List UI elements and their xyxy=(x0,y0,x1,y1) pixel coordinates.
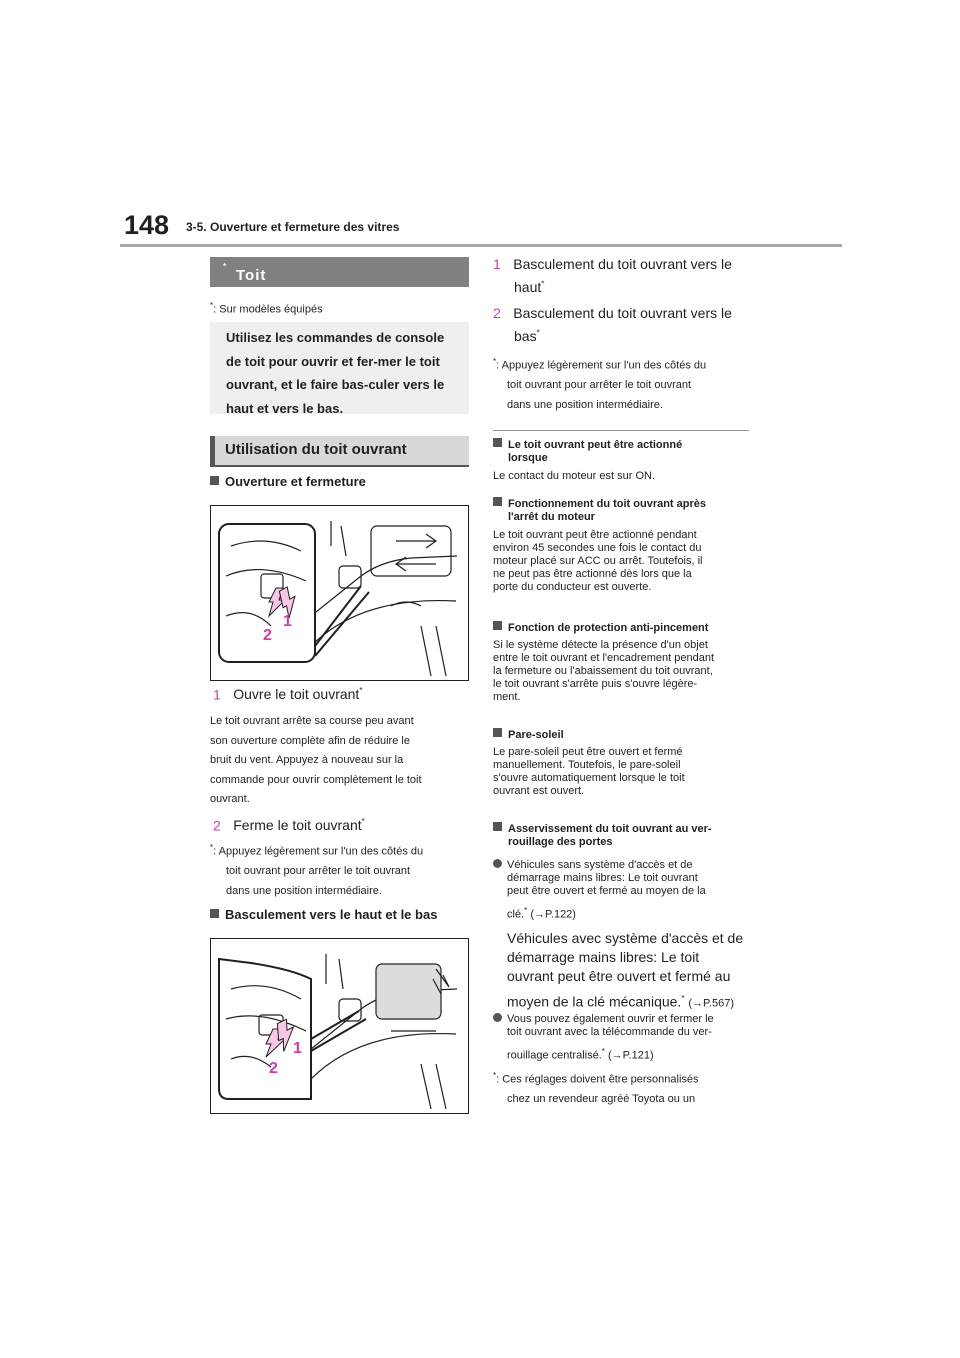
body-line: porte du conducteur est ouverte. xyxy=(493,581,652,593)
right-step-1-star: * xyxy=(541,279,545,289)
bullet-line: Véhicules sans système d'accès et de xyxy=(507,859,693,871)
bullet-line: Véhicules avec système d'accès et de xyxy=(507,930,744,946)
final-note xyxy=(493,1066,755,1110)
footnote-star: * xyxy=(210,301,214,310)
subheading-text: Ouverture et fermeture xyxy=(225,474,366,489)
page-number: 148 xyxy=(124,210,170,240)
step-2-text: Ferme le toit ouvrant xyxy=(233,817,362,834)
right-step-2-text-2: bas xyxy=(514,328,537,344)
subheading-text: Basculement vers le haut et le bas xyxy=(225,907,438,922)
bullet-remote xyxy=(493,1013,751,1063)
header-rule xyxy=(120,244,842,247)
bullet-line: démarrage mains libres: Le toit ouvrant xyxy=(507,872,698,884)
note-line: toit ouvrant pour arrêter le toit ouvrant xyxy=(507,379,692,392)
right-section-3 xyxy=(493,621,751,704)
bullet-mechanical-key xyxy=(507,929,757,1014)
section-heading: l'arrêt du moteur xyxy=(508,511,595,523)
bullet-keyless xyxy=(493,859,751,922)
step-1-star: * xyxy=(359,686,363,695)
figure-label-2: 2 xyxy=(269,1060,278,1077)
bullet-star: * xyxy=(681,994,685,1003)
square-bullet-icon xyxy=(493,728,502,737)
body-line: commande pour ouvrir complètement le toit xyxy=(210,773,422,786)
title-band-star: * xyxy=(223,262,228,271)
figure-open-close xyxy=(210,505,469,681)
body-line: moteur placé sur ACC ou arrêt. Toutefois, il xyxy=(493,555,703,567)
body-line: ouvrant. xyxy=(210,793,250,806)
right-note xyxy=(493,352,755,415)
body-line: Le toit ouvrant arrête sa course peu avant xyxy=(210,715,414,727)
note-star: * xyxy=(493,357,497,366)
body-line: bruit du vent. Appuyez à nouveau sur la xyxy=(210,754,404,767)
equipped-footnote xyxy=(210,296,323,320)
sunroof-tilt-illustration xyxy=(211,939,468,1113)
right-section-4 xyxy=(493,728,751,798)
page-reference-link[interactable]: (→P.567) xyxy=(688,997,734,1010)
bullet-line: Vous pouvez également ouvrir et fermer le xyxy=(507,1013,714,1025)
right-step-2 xyxy=(493,305,732,323)
square-bullet-icon xyxy=(493,822,502,831)
step-1-number: 1 xyxy=(213,686,221,703)
body-line: manuellement. Toutefois, le pare-soleil xyxy=(493,759,681,771)
step-1-text: Ouvre le toit ouvrant xyxy=(233,686,360,703)
right-section-1 xyxy=(493,438,751,483)
note-line: : Appuyez légèrement sur l'un des côtés du xyxy=(496,359,707,372)
figure-tilt xyxy=(210,938,469,1114)
subheading-tilt xyxy=(210,907,437,922)
bullet-line: ouvrant peut être ouvert et fermé au xyxy=(507,968,731,984)
round-bullet-icon xyxy=(493,1013,502,1022)
bullet-star: * xyxy=(524,906,528,915)
right-section-2 xyxy=(493,497,751,594)
body-line: ouvrant est ouvert. xyxy=(493,785,585,797)
section-heading: lorsque xyxy=(508,452,548,464)
right-divider xyxy=(493,430,749,431)
title-band-text: Toit ouvrant xyxy=(236,267,299,301)
left-note xyxy=(210,838,472,901)
note-star: * xyxy=(493,1071,497,1080)
figure-label-2: 2 xyxy=(263,627,272,644)
body-line: ment. xyxy=(493,691,521,703)
body-line: le toit ouvrant s'arrête puis s'ouvre légère- xyxy=(493,678,698,690)
figure-label-1: 1 xyxy=(283,613,292,630)
body-line: son ouverture complète afin de réduire le xyxy=(210,734,410,747)
step-1 xyxy=(213,686,362,704)
section-body: Le contact du moteur est sur ON. xyxy=(493,470,656,482)
section-heading: Asservissement du toit ouvrant au ver- xyxy=(508,823,712,835)
note-line: chez un revendeur agréé Toyota ou un xyxy=(507,1093,696,1106)
right-step-1 xyxy=(493,256,732,274)
right-step-1-text-2: haut xyxy=(514,279,542,295)
bullet-line: démarrage mains libres: Le toit xyxy=(507,949,700,965)
right-section-5 xyxy=(493,822,751,849)
section-heading: Le toit ouvrant peut être actionné xyxy=(508,439,683,451)
right-step-1-text: Basculement du toit ouvrant vers le xyxy=(513,256,732,272)
right-step-1-number: 1 xyxy=(493,256,501,272)
step-2-number: 2 xyxy=(213,817,221,834)
bullet-line: clé. xyxy=(507,908,525,921)
body-line: environ 45 secondes une fois le contact du xyxy=(493,542,702,554)
note-line: : Appuyez légèrement sur l'un des côtés du xyxy=(213,845,424,858)
body-line: ne peut pas être actionné dès lors que la xyxy=(493,568,692,580)
body-line: Le pare-soleil peut être ouvert et fermé xyxy=(493,746,683,758)
square-bullet-icon xyxy=(493,438,502,447)
body-line: s'ouvre automatiquement lorsque le toit xyxy=(493,772,685,784)
footnote-text: : Sur modèles équipés xyxy=(213,303,323,316)
step-1-body xyxy=(210,712,472,810)
note-line: dans une position intermédiaire. xyxy=(507,398,663,411)
section-heading: Pare-soleil xyxy=(508,729,564,741)
section-heading: Fonction de protection anti-pincement xyxy=(508,622,709,634)
body-line: la fermeture ou l'abaissement du toit ouvrant, xyxy=(493,665,713,677)
square-bullet-icon xyxy=(210,476,219,485)
body-line: Le toit ouvrant peut être actionné pendant xyxy=(493,529,697,541)
square-bullet-icon xyxy=(493,497,502,506)
round-bullet-icon xyxy=(493,859,502,868)
note-star: * xyxy=(210,843,214,852)
right-step-2-text: Basculement du toit ouvrant vers le xyxy=(513,305,732,321)
title-band xyxy=(210,257,469,301)
body-line: entre le toit ouvrant et l'encadrement pendant xyxy=(493,652,715,664)
note-line: : Ces réglages doivent être personnalisés xyxy=(496,1073,699,1086)
section-band xyxy=(210,436,469,465)
body-line: Si le système détecte la présence d'un objet xyxy=(493,639,708,651)
right-step-2-cont xyxy=(514,328,540,344)
right-step-1-cont xyxy=(514,279,544,295)
note-line: dans une position intermédiaire. xyxy=(226,884,382,897)
square-bullet-icon xyxy=(493,621,502,630)
step-2-star: * xyxy=(361,817,365,826)
sunroof-console-illustration xyxy=(211,506,468,680)
intro-box xyxy=(210,322,469,414)
right-step-2-number: 2 xyxy=(493,305,501,321)
bullet-line: toit ouvrant avec la télécommande du ver- xyxy=(507,1026,712,1038)
section-heading: Fonctionnement du toit ouvrant après xyxy=(508,498,707,510)
bullet-line: moyen de la clé mécanique. xyxy=(507,993,682,1010)
subheading-open-close xyxy=(210,474,366,489)
bullet-line: rouillage centralisé. xyxy=(507,1049,602,1062)
step-2 xyxy=(213,817,365,835)
bullet-star: * xyxy=(601,1047,605,1056)
bullet-line: peut être ouvert et fermé au moyen de la xyxy=(507,885,706,897)
intro-text: Utilisez les commandes de console de toit pour ouvrir et fer-mer le toit ouvrant, et le faire bas-culer vers le haut et vers le bas. xyxy=(226,330,445,416)
right-step-2-star: * xyxy=(536,328,540,338)
section-band-text: Utilisation du toit ouvrant xyxy=(225,441,407,458)
section-title: 3-5. Ouverture et fermeture des vitres xyxy=(186,220,400,234)
page-reference-link[interactable]: (→P.121) xyxy=(607,1049,654,1062)
note-line: toit ouvrant pour arrêter le toit ouvrant xyxy=(226,865,411,878)
page-reference-link[interactable]: (→P.122) xyxy=(530,908,576,921)
square-bullet-icon xyxy=(210,909,219,918)
figure-label-1: 1 xyxy=(293,1040,302,1057)
section-heading: rouillage des portes xyxy=(508,836,613,848)
